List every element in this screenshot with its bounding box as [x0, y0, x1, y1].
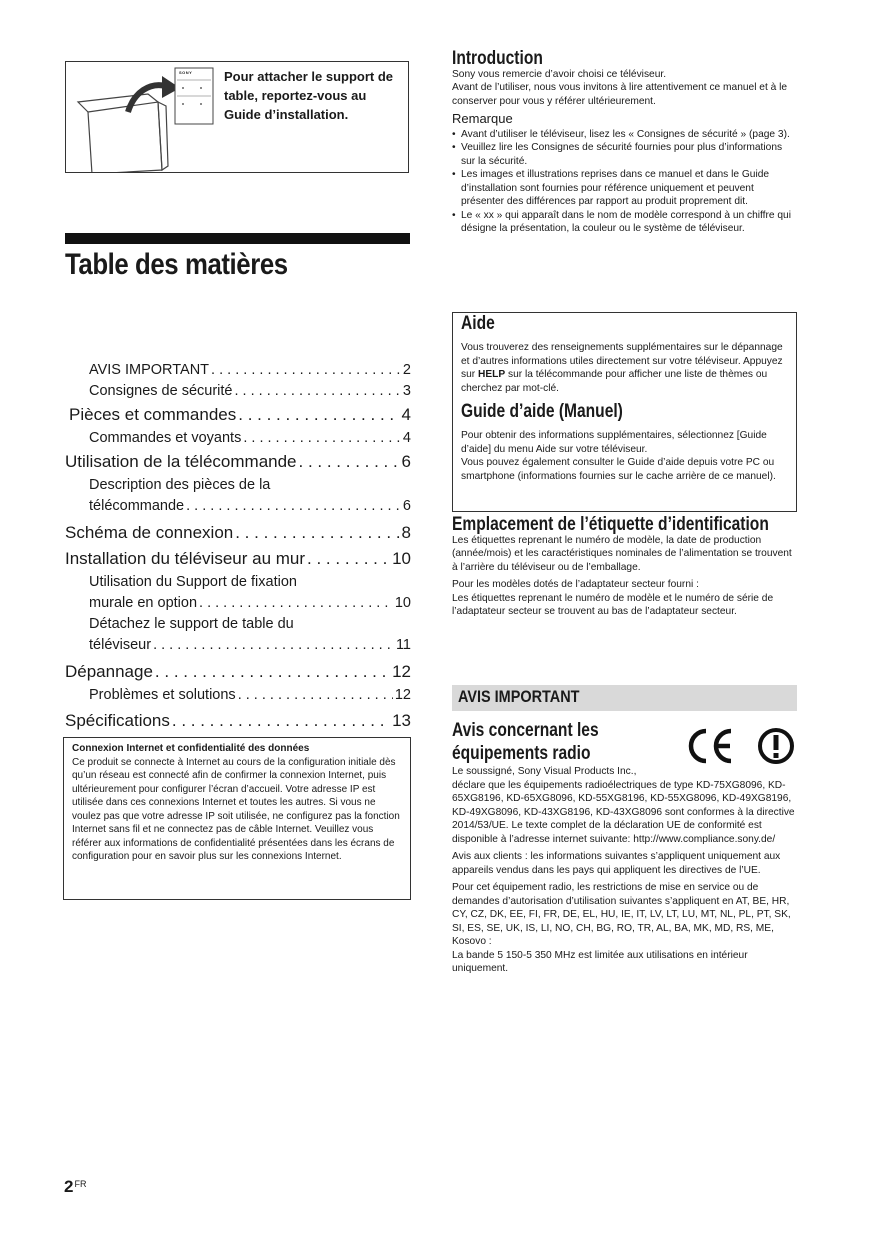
toc-title: Table des matières	[65, 248, 288, 281]
toc-entry-installation[interactable]: Installation du téléviseur au mur . . . 10	[65, 546, 411, 572]
toc-entry-problemes[interactable]: Problèmes et solutions . . . 12	[65, 685, 411, 706]
avis-important-label: AVIS IMPORTANT	[458, 687, 580, 706]
remarque-item: • Avant d’utiliser le téléviseur, lisez les « Consignes de sécurité » (page 3).	[452, 128, 797, 142]
toc-entry-specifications[interactable]: Spécifications . . . 13	[65, 708, 411, 734]
remarque-title: Remarque	[452, 111, 513, 126]
toc-entry-schema[interactable]: Schéma de connexion . . . 8	[65, 520, 411, 546]
radio-p1b: déclare que les équipements radioélectriques de type KD-75XG8096, KD-65XG8196, KD-65XG8096, KD-55XG8196, KD-55XG8096, KD-49XG8196, KD-49XG8096, KD-43XG8196, KD-43XG8096 sont conformes à la directive 2014/53/UE. Le texte complet de la déclaration UE de conformité est disponible à l’adresse internet suivante: http://www.compliance.sony.de/	[452, 779, 795, 845]
toc-entry-description-cont[interactable]: télécommande . . . 6	[65, 496, 411, 517]
guide-p1: Pour obtenir des informations supplémentaires, sélectionnez [Guide d’aide] du menu Aide sur votre téléviseur.	[461, 430, 767, 455]
radio-p2: Avis aux clients : les informations suivantes s’appliquent uniquement aux appareils vendus dans les pays qui appliquent les directives de l’UE.	[452, 851, 781, 876]
privacy-title: Connexion Internet et confidentialité des données	[72, 743, 310, 754]
label-p1: Les étiquettes reprenant le numéro de modèle, la date de production (année/mois) et les caractéristiques nominales de l’alimentation se trouvent à l’arrière du téléviseur ou de l’emballage.	[452, 534, 792, 573]
label-p2b: Les étiquettes reprenant le numéro de modèle et le numéro de série de l’adaptateur secteur se trouvent au bas de l’adaptateur secteur.	[452, 592, 774, 617]
help-key: HELP	[477, 369, 506, 380]
aide-title: Aide	[461, 313, 495, 334]
intro-p2: Avant de l’utiliser, nous vous invitons à lire attentivement ce manuel et à le conserver pour vous y référer ultérieurement.	[452, 82, 788, 107]
toc-entry-detachez[interactable]: Détachez le support de table du	[89, 616, 294, 632]
radio-notice-section	[452, 719, 797, 976]
introduction-section	[452, 48, 797, 236]
introduction-title: Introduction	[452, 48, 543, 69]
toc-entry-description[interactable]: Description des pièces de la	[89, 477, 271, 493]
toc-entry-depannage[interactable]: Dépannage . . . 12	[65, 659, 411, 685]
remarque-item: • Veuillez lire les Consignes de sécurité fournies pour plus d’informations sur la sécurité.	[452, 141, 797, 168]
radio-p1a: Le soussigné, Sony Visual Products Inc.,	[452, 766, 637, 777]
attach-instruction: Pour attacher le support de table, reportez-vous au Guide d’installation.	[224, 69, 394, 122]
toc-entry-pieces[interactable]: Pièces et commandes . . . 4	[65, 402, 411, 428]
privacy-notice-box	[63, 737, 411, 900]
radio-title-2: équipements radio	[452, 743, 591, 764]
label-title: Emplacement de l’étiquette d’identification	[452, 514, 769, 535]
label-section	[452, 514, 797, 619]
ce-mark-icon	[686, 726, 734, 766]
remarque-list	[452, 128, 797, 236]
guide-p2: Vous pouvez également consulter le Guide d’aide depuis votre PC ou smartphone (informations fournies sur le cache arrière de ce manuel).	[461, 457, 776, 482]
aide-box	[452, 312, 797, 512]
toc-entry-support-cont[interactable]: murale en option . . . 10	[65, 593, 411, 614]
privacy-body: Ce produit se connecte à Internet au cours de la configuration initiale dès qu’un réseau est connecté afin de confirmer la connexion Internet, puis ultérieurement pour configurer l’écran d’accueil. Votre adresse IP est utilisée dans ces connexions Internet et toutes les autres. Si vous ne voulez pas que votre adresse IP soit utilisée, ne configurez pas la fonction Internet sans fil et ne connectez pas de câble Internet. Veuillez vous référer aux informations de confidentialité présentées dans les écrans de configuration pour en savoir plus sur les connexions Internet.	[72, 756, 400, 862]
radio-p4: La bande 5 150-5 350 MHz est limitée aux utilisations en intérieur uniquement.	[452, 949, 748, 974]
toc-entry-detachez-cont[interactable]: téléviseur . . . 11	[65, 635, 411, 656]
toc-entry-commandes[interactable]: Commandes et voyants . . . 4	[65, 428, 411, 449]
toc-entry-telecommande[interactable]: Utilisation de la télécommande . . . 6	[65, 449, 411, 475]
toc-entry-consignes[interactable]: Consignes de sécurité . . . 3	[65, 381, 411, 402]
radio-title-1: Avis concernant les	[452, 720, 599, 741]
page-number: $2^{FR}$	[64, 1177, 87, 1196]
page-lang: FR	[74, 1179, 87, 1189]
toc-entry-avis[interactable]: AVIS IMPORTANT . . . 2	[65, 360, 411, 381]
table-of-contents	[65, 360, 411, 734]
toc-divider-bar	[65, 233, 410, 244]
remarque-item: • Les images et illustrations reprises dans ce manuel et dans le Guide d’installation sont fournies pour référence uniquement et peuvent présenter des différences par rapport au produit proprement dit.	[452, 168, 797, 209]
radio-p3: Pour cet équipement radio, les restrictions de mise en service ou de demandes d’autorisation d’utilisation suivantes s’appliquent en AT, BE, HR, CY, CZ, DK, EE, FI, FR, DE, EL, HU, IE, IT, LV, LT, LU, MT, NL, PL, PT, SK, SI, ES, SE, UK, IS, LI, NO, CH, BG, RO, TR, AL, BA, MK, MD, RS, ME, Kosovo :	[452, 882, 791, 947]
attach-support-box	[65, 61, 409, 173]
alert-symbol-icon	[757, 727, 795, 765]
toc-entry-support[interactable]: Utilisation du Support de fixation	[89, 574, 297, 590]
remarque-item: • Le « xx » qui apparaît dans le nom de modèle correspond à un chiffre qui désigne la présentation, la couleur ou le système de téléviseur.	[452, 209, 797, 236]
label-p2a: Pour les modèles dotés de l’adaptateur secteur fourni :	[452, 579, 699, 590]
avis-important-bar	[452, 685, 797, 711]
tv-box-illustration	[70, 62, 220, 172]
guide-title: Guide d’aide (Manuel)	[461, 401, 623, 422]
aide-body: Vous trouverez des renseignements supplémentaires sur le dépannage et d’autres informations utiles directement sur votre téléviseur. Appuyez sur HELP sur la télécommande pour afficher une liste de thèmes ou cherchez par mot-clé.	[461, 342, 783, 394]
intro-p1: Sony vous remercie d’avoir choisi ce téléviseur.	[452, 68, 667, 80]
manual-brand-label: SONY	[179, 70, 193, 75]
